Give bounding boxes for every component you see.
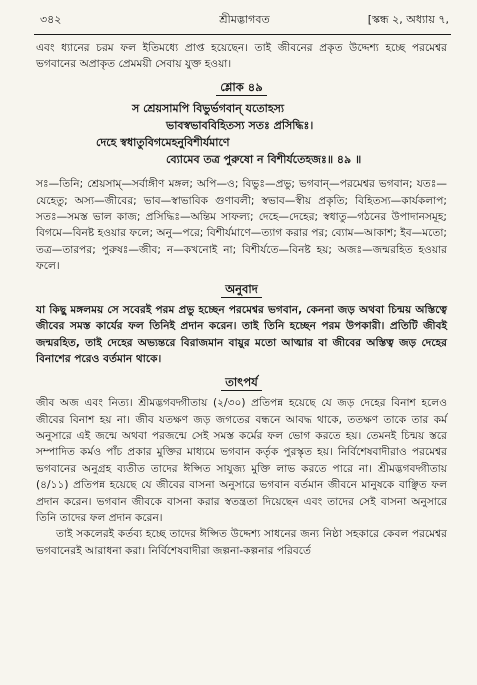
- purport: [36, 395, 447, 559]
- synonyms: সঃ—তিনি; শ্রেয়সাম্—সর্বাঙ্গীণ মঙ্গল; অপি—ও; বিভুঃ—প্রভু; ভগবান্—পরমেশ্বর ভগবান; যতঃ—যেহেতু; অস্য—জীবের; ভাব—স্বাভাবিক গুণাবলী; স্বভাব—স্বীয় প্রকৃতি; বিহিতস্য—কার্যকলাপ; সতঃ—সমস্ত ভাল কাজ; প্রসিদ্ধিঃ—অন্তিম সাফল্য; দেহে—দেহের; স্বধাতু—গঠনের উপাদানসমূহ; বিগমে—বিনষ্ট হওয়ার ফলে; অনু—পরে; বিশীর্যমাণে—ত্যাগ করার পর; ব্যোম—আকাশ; ইব—মতো; তত্র—তারপর; পুরুষঃ—জীব; ন—কখনোই না; বিশীর্যতে—বিনষ্ট হয়; অজঃ—জন্মরহিত হওয়ার ফলে।: [36, 178, 447, 273]
- book-title: শ্রীমদ্ভাগবত: [219, 13, 270, 26]
- page-number: ৩৪২: [40, 13, 62, 26]
- verse-line: ভাবস্বভাববিহিতস্য সতঃ প্রসিদ্ধিঃ।: [166, 119, 314, 133]
- chapter-reference: [স্কন্ধ ২, অধ্যায় ৭,: [367, 13, 449, 26]
- purport-paragraph: তাই সকলেরই কর্তব্য হচ্ছে তাদের ঈপ্সিত উদ্দেশ্য সাধনের জন্য নিষ্ঠা সহকারে কেবল পরমেশ্বর ভগবানেরই আরাধনা করা। নির্বিশেষবাদীরা জল্পনা-কল্পনার পরিবর্তে: [36, 528, 447, 557]
- sanskrit-verse: [36, 100, 447, 168]
- purport-heading: তাৎপর্য: [36, 374, 447, 390]
- purport-paragraph: জীব অজ এবং নিত্য। শ্রীমদ্ভগবদ্গীতায় (২/৩০) প্রতিপন্ন হয়েছে যে জড় দেহের বিনাশ হলেও জীবের বিনাশ হয় না। জীব যতক্ষণ জড় জগতের বন্ধনে আবদ্ধ থাকে, ততক্ষণ তাকে তার কর্ম অনুসারে এই জন্মে অথবা পরজন্মে সেই সমস্ত কর্মের ফল ভোগ করতে হয়। তেমনই চিন্ময় স্তরে সম্পাদিত কর্মও পাঁচ প্রকার মুক্তির মাধ্যমে ভগবান কর্তৃক পুরস্কৃত হয়। নির্বিশেষবাদীরাও পরমেশ্বর ভগবানের অনুগ্রহ ব্যতীত তাদের ঈপ্সিত সাযুজ্য মুক্তি লাভ করতে পারে না। শ্রীমদ্ভগবদ্গীতায় (৪/১১) প্রতিপন্ন হয়েছে যে জীবের বাসনা অনুসারে ভগবান বর্তমান জীবনে মানুষকে বাঞ্ছিত ফল প্রদান করেন। ভগবান জীবকে বাসনা করার স্বতন্ত্রতা দিয়েছেন এবং তাদের সেই বাসনা অনুসারে তিনি তাদের ফল প্রদান করেন।: [36, 397, 447, 524]
- page-header: [40, 8, 449, 30]
- translation-heading: অনুবাদ: [36, 281, 447, 297]
- verse-line: স শ্রেয়সামপি বিভুর্ভগবান্ যতোহস্য: [132, 102, 285, 116]
- page-body: [36, 40, 447, 559]
- verse-line: দেহে স্বধাতুবিগমেহনুবিশীর্যমাণে: [96, 136, 230, 150]
- verse-line: ব্যোমেব তত্র পুরুষো ন বিশীর্যতেহজঃ॥ ৪৯ ॥: [166, 153, 362, 167]
- translation-text: যা কিছু মঙ্গলময় সে সবেরই পরম প্রভু হচ্ছেন পরমেশ্বর ভগবান, কেননা জড় অথবা চিন্ময় অস্তিত্বে জীবের সমস্ত কার্যের ফল তিনিই প্রদান করেন। তাই তিনি হচ্ছেন পরম উপকারী। প্রতিটি জীবই জন্মরহিত, তাই দেহের অভ্যন্তরে বিরাজমান বায়ুর মতো আত্মার বা জীবের অস্তিত্ব জড় দেহের বিনাশের পরেও বর্তমান থাকে।: [36, 304, 447, 366]
- verse-heading: শ্লোক ৪৯: [36, 79, 447, 95]
- intro-paragraph: এবং ধ্যানের চরম ফল ইতিমধ্যে প্রাপ্ত হয়েছেন। তাই জীবনের প্রকৃত উদ্দেশ্য হচ্ছে পরমেশ্বর ভগবানের অপ্রাকৃত প্রেমময়ী সেবায় যুক্ত হওয়া।: [36, 42, 447, 71]
- header-rule: [34, 34, 451, 35]
